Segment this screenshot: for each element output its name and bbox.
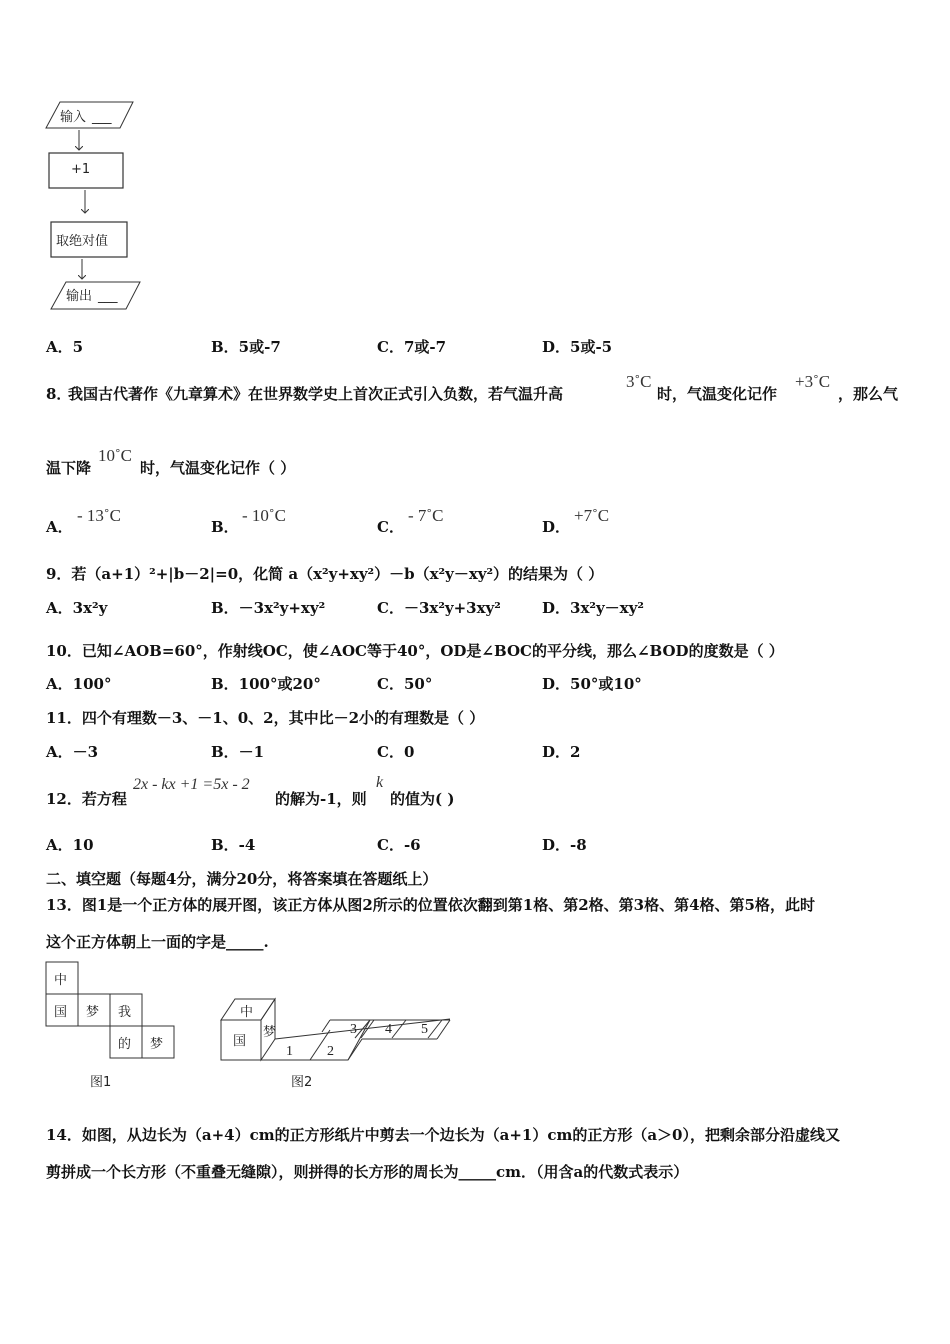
q8-text-b: 时，气温变化记作: [657, 385, 778, 403]
q14-line1: 14．如图，从边长为（a+4）cm的正方形纸片中剪去一个边长为（a+1）cm的正方形（a＞0），把剩余部分沿虚线又: [46, 1126, 840, 1144]
flowchart-input-label: 输入: [60, 110, 87, 125]
q12-option-d: D．-8: [542, 836, 587, 854]
q8-option-a-value: - 13˚C: [77, 506, 121, 525]
q8-text-e: 时，气温变化记作（ ）: [140, 459, 296, 477]
cube-char-side: 梦: [263, 1025, 277, 1040]
q10-option-c: C．50°: [377, 675, 433, 693]
q9-option-c: C．－3x²y+3xy²: [377, 599, 501, 617]
q14-line2: 剪拼成一个长方形（不重叠无缝隙），则拼得的长方形的周长为_____cm．（用含a的代数式表示）: [46, 1163, 689, 1181]
q8-text-a: 我国古代著作《九章算术》在世界数学史上首次正式引入负数，若气温升高: [68, 385, 564, 403]
cell-1: 1: [286, 1044, 293, 1059]
cell-5: 5: [421, 1022, 428, 1037]
net-char-2: 国: [54, 1005, 68, 1020]
q8-option-b-label: B．: [211, 518, 239, 536]
q8-option-c-value: - 7˚C: [408, 506, 444, 525]
q9-stem: 9．若（a+1）²+|b－2|=0，化简 a（x²y+xy²）－b（x²y－xy²）的结果为（ ）: [46, 565, 604, 583]
figure2-caption: 图2: [291, 1075, 313, 1090]
q9-option-b: B．－3x²y+xy²: [211, 599, 326, 617]
q8-option-d-value: +7˚C: [574, 506, 610, 525]
q10-option-d: D．50°或10°: [542, 675, 642, 693]
flowchart-plus-one-label: +1: [71, 162, 91, 177]
q8-text-d: 温下降: [46, 459, 92, 477]
cell-2: 2: [327, 1044, 334, 1059]
q7-option-c: C．7或-7: [377, 338, 447, 356]
flowchart-output-blank: ___: [98, 289, 118, 304]
q10-option-b: B．100°或20°: [211, 675, 321, 693]
q12-text-c: 的值为( ): [390, 790, 455, 808]
net-char-4: 我: [118, 1005, 132, 1020]
q10-option-a: A．100°: [46, 675, 112, 693]
cube-char-top: 中: [240, 1005, 254, 1020]
q11-option-a: A．－3: [46, 743, 99, 761]
q13-line1: 13．图1是一个正方体的展开图，该正方体从图2所示的位置依次翻到第1格、第2格、第3格、第4格、第5格，此时: [46, 896, 815, 914]
cell-4: 4: [385, 1022, 392, 1037]
q11-option-d: D．2: [542, 743, 581, 761]
q12-var-k: k: [376, 774, 384, 791]
q7-option-a: A．5: [46, 338, 84, 356]
net-char-3: 梦: [86, 1005, 100, 1020]
q8-option-c-label: C．: [377, 518, 404, 536]
flowchart-output-label: 输出: [66, 289, 93, 304]
q8-temp-drop: 10˚C: [98, 446, 132, 465]
q7-option-d: D．5或-5: [542, 338, 613, 356]
q8-number: 8．: [46, 385, 72, 403]
q7-option-b: B．5或-7: [211, 338, 281, 356]
net-char-6: 梦: [150, 1037, 164, 1052]
q8-temp-rise: 3˚C: [626, 372, 652, 391]
q12-text-b: 的解为-1，则: [275, 790, 367, 808]
net-char-1: 中: [54, 973, 68, 988]
q11-option-c: C．0: [377, 743, 415, 761]
figure1-caption: 图1: [90, 1075, 112, 1090]
q12-option-c: C．-6: [377, 836, 421, 854]
q11-option-b: B．－1: [211, 743, 265, 761]
q9-option-d: D．3x²y－xy²: [542, 599, 644, 617]
net-char-5: 的: [118, 1037, 132, 1052]
cube-char-front: 国: [233, 1034, 247, 1049]
q11-stem: 11．四个有理数－3、－1、0、2，其中比－2小的有理数是（ ）: [46, 709, 485, 727]
q8-text-c: ，那么气: [838, 385, 899, 403]
cell-3: 3: [350, 1022, 357, 1037]
q8-temp-record: +3˚C: [795, 372, 831, 391]
q12-option-a: A．10: [46, 836, 94, 854]
q12-option-b: B．-4: [211, 836, 256, 854]
section2-heading: 二、填空题（每题4分，满分20分，将答案填在答题纸上）: [46, 870, 438, 888]
q9-option-a: A．3x²y: [46, 599, 108, 617]
flowchart-input-blank: ___: [92, 110, 112, 125]
flowchart-abs-label: 取绝对值: [56, 234, 109, 249]
q12-equation: 2x - kx +1 =5x - 2: [133, 776, 250, 793]
q10-stem: 10．已知∠AOB=60°，作射线OC，使∠AOC等于40°，OD是∠BOC的平分线，那么∠BOD的度数是（ ）: [46, 642, 784, 660]
q13-line2: 这个正方体朝上一面的字是_____.: [46, 933, 269, 951]
q12-number: 12．若方程: [46, 790, 127, 808]
q8-option-a-label: A．: [46, 518, 73, 536]
q8-option-d-label: D．: [542, 518, 571, 536]
q8-option-b-value: - 10˚C: [242, 506, 286, 525]
